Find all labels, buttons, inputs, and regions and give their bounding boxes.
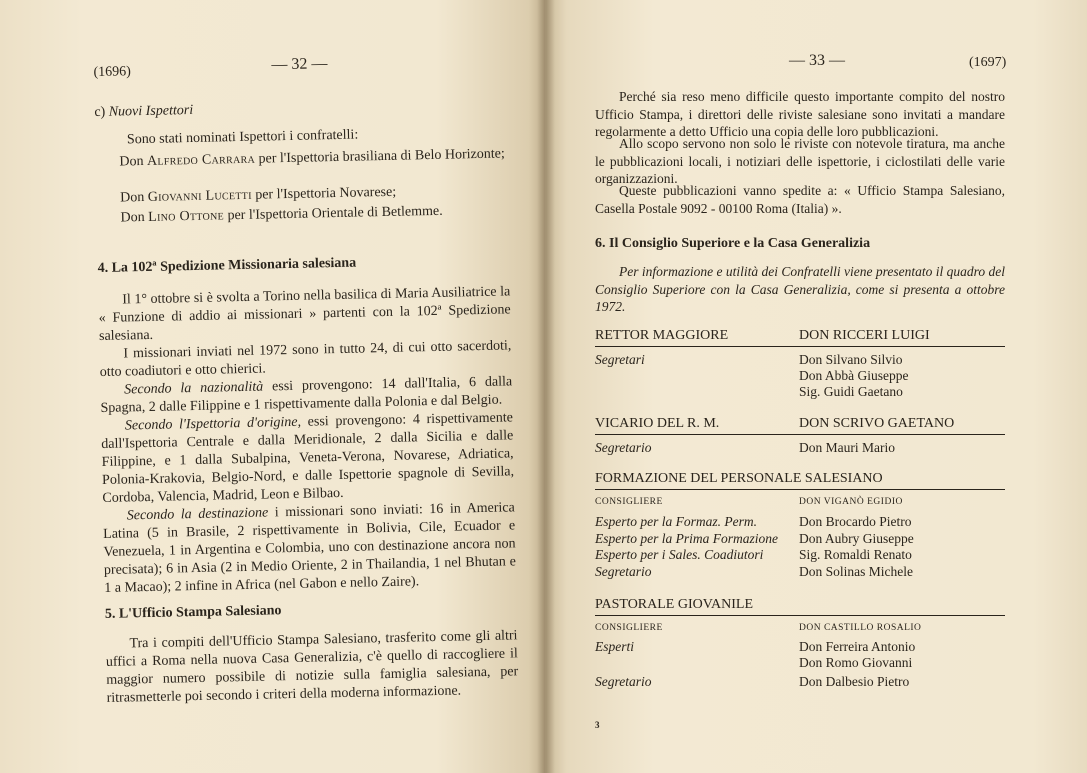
rettor-maggiore-name: DON RICCERI LUIGI — [799, 328, 930, 343]
pastorale-segretario-label: Segretario — [595, 674, 652, 689]
formazione-title: FORMAZIONE DEL PERSONALE SALESIANO — [595, 471, 883, 486]
appointment-2: Don Giovanni Lucetti per l'Ispettoria Novarese; — [120, 184, 397, 206]
vicario-title: VICARIO DEL R. M. — [595, 416, 720, 431]
section-4-title: 4. La 102ª Spedizione Missionaria salesiana — [97, 255, 357, 277]
formazione-consigliere-label: CONSIGLIERE — [595, 497, 663, 507]
section-5-paragraph-1: Tra i compiti dell'Ufficio Stampa Salesiano, trasferito come gli altri uffici a Roma nella nuova Casa Generalizia, c'è quello di raccogliere il maggior numero possibile di notizie sulla famiglia salesiana, per ritrasmetterle poi secondo i criteri della moderna informazione. — [105, 628, 519, 706]
divider — [595, 434, 1005, 435]
pastorale-segretario: Don Dalbesio Pietro — [799, 674, 910, 689]
formazione-name-1: Don Brocardo Pietro — [799, 514, 912, 529]
appointment-3: Don Lino Ottone per l'Ispettoria Orientale di Betlemme. — [120, 203, 443, 226]
press-office-paragraph-3: Queste pubblicazioni vanno spedite a: « Ufficio Stampa Salesiano, Casella Postale 9092 - 00100 Roma (Italia) ». — [595, 183, 1005, 216]
formazione-role-4: Segretario — [595, 564, 652, 579]
formazione-role-3: Esperto per i Sales. Coadiutori — [595, 547, 764, 562]
printer-signature-mark: 3 — [595, 720, 600, 730]
section-4-paragraph-1: Il 1° ottobre si è svolta a Torino nella basilica di Maria Ausiliatrice la « Funzione di addio ai missionari » partenti con la 102ª Spedizione salesiana. — [98, 284, 511, 344]
section-6-title: 6. Il Consiglio Superiore e la Casa Generalizia — [595, 236, 871, 251]
section-4-paragraph-5: Secondo la destinazione i missionari sono inviati: 16 in America Latina (5 in Brasile, 2 rispettivamente in Bolivia, Cile, Ecuador e Venezuela, 1 in Argentina e Colombia, uno con destinazione ancora non precisata); 6 in Asia (2 in Medio Oriente, 2 in Thailandia, 1 nel Bhutan e 1 a Macao); 2 infine in Africa (nel Gabon e nello Zaire). — [103, 500, 517, 596]
formazione-consigliere: DON VIGANÒ EGIDIO — [799, 497, 903, 507]
vicario-name: DON SCRIVO GAETANO — [799, 416, 955, 431]
press-office-paragraph-2: Allo scopo servono non solo le riviste con notevole tiratura, ma anche le pubblicazioni locali, i notiziari delle ispettorie, i ciclostilati delle varie organizzazioni. — [595, 136, 1005, 186]
right-page-code: (1697) — [969, 55, 1007, 70]
vicario-segretario: Don Mauri Mario — [799, 440, 895, 455]
section-5-title: 5. L'Ufficio Stampa Salesiano — [104, 603, 282, 622]
segretari-3: Sig. Guidi Gaetano — [799, 384, 903, 399]
pastorale-consigliere: DON CASTILLO ROSALIO — [799, 623, 922, 633]
book-gutter — [537, 0, 555, 773]
vicario-segretario-label: Segretario — [595, 440, 652, 455]
divider — [595, 615, 1005, 616]
section-4-paragraph-3: Secondo la nazionalità essi provengono: 14 dall'Italia, 6 dalla Spagna, 2 dalle Filippine e 1 rispettivamente dalla Polonia e dal Belgio. — [100, 374, 513, 416]
section-c-heading: c) Nuovi Ispettori — [94, 102, 194, 121]
divider — [595, 489, 1005, 490]
rettor-maggiore-title: RETTOR MAGGIORE — [595, 328, 729, 343]
segretari-2: Don Abbà Giuseppe — [799, 368, 909, 383]
pastorale-title: PASTORALE GIOVANILE — [595, 597, 754, 612]
formazione-role-2: Esperto per la Prima Formazione — [595, 531, 778, 546]
formazione-name-4: Don Solinas Michele — [799, 564, 913, 579]
left-page-number: — 32 — — [271, 55, 328, 74]
right-page — [545, 0, 1087, 773]
press-office-paragraph-1: Perché sia reso meno difficile questo importante compito del nostro Ufficio Stampa, i direttori delle riviste salesiane sono invitati a mandare regolarmente a detto Ufficio una copia delle loro pubblicazioni. — [595, 89, 1005, 139]
section-c-title: Nuovi Ispettori — [108, 102, 194, 120]
pastorale-consigliere-label: CONSIGLIERE — [595, 623, 663, 633]
pastorale-esperto-1: Don Ferreira Antonio — [799, 639, 916, 654]
divider — [595, 346, 1005, 347]
formazione-name-3: Sig. Romaldi Renato — [799, 547, 912, 562]
pastorale-esperto-2: Don Romo Giovanni — [799, 655, 913, 670]
appointment-1: Don Alfredo Carrara per l'Ispettoria brasiliana di Belo Horizonte; — [119, 146, 505, 170]
formazione-role-1: Esperto per la Formaz. Perm. — [595, 514, 757, 529]
section-4-paragraph-4: Secondo l'Ispettoria d'origine, essi provengono: 4 rispettivamente dall'Ispettoria Centrale e dalla Meridionale, 2 dalla Sicilia e dalle Filippine, e 1 dalla Subalpina, Veneta-Verona, Novarese, Adriatica, Polonia-Krakovia, Belgio-Nord, e dalle Ispettorie spagnole di Sevilla, Cordoba, Valencia, Madrid, Leon e Bilbao. — [101, 410, 515, 506]
section-6-intro: Per informazione e utilità dei Confratelli viene presentato il quadro del Consiglio Superiore con la Casa Generalizia, come si presenta a ottobre 1972. — [595, 264, 1005, 314]
section-4-paragraph-2: I missionari inviati nel 1972 sono in tutto 24, di cui otto sacerdoti, otto coadiutori e otto chierici. — [99, 338, 512, 380]
right-page-number: — 33 — — [789, 52, 845, 69]
segretari-label: Segretari — [595, 352, 645, 367]
pastorale-esperti-label: Esperti — [595, 639, 634, 654]
formazione-name-2: Don Aubry Giuseppe — [799, 531, 914, 546]
left-page-code: (1696) — [93, 64, 132, 81]
section-c-intro: Sono stati nominati Ispettori i confratelli: — [126, 127, 359, 148]
segretari-1: Don Silvano Silvio — [799, 352, 903, 367]
